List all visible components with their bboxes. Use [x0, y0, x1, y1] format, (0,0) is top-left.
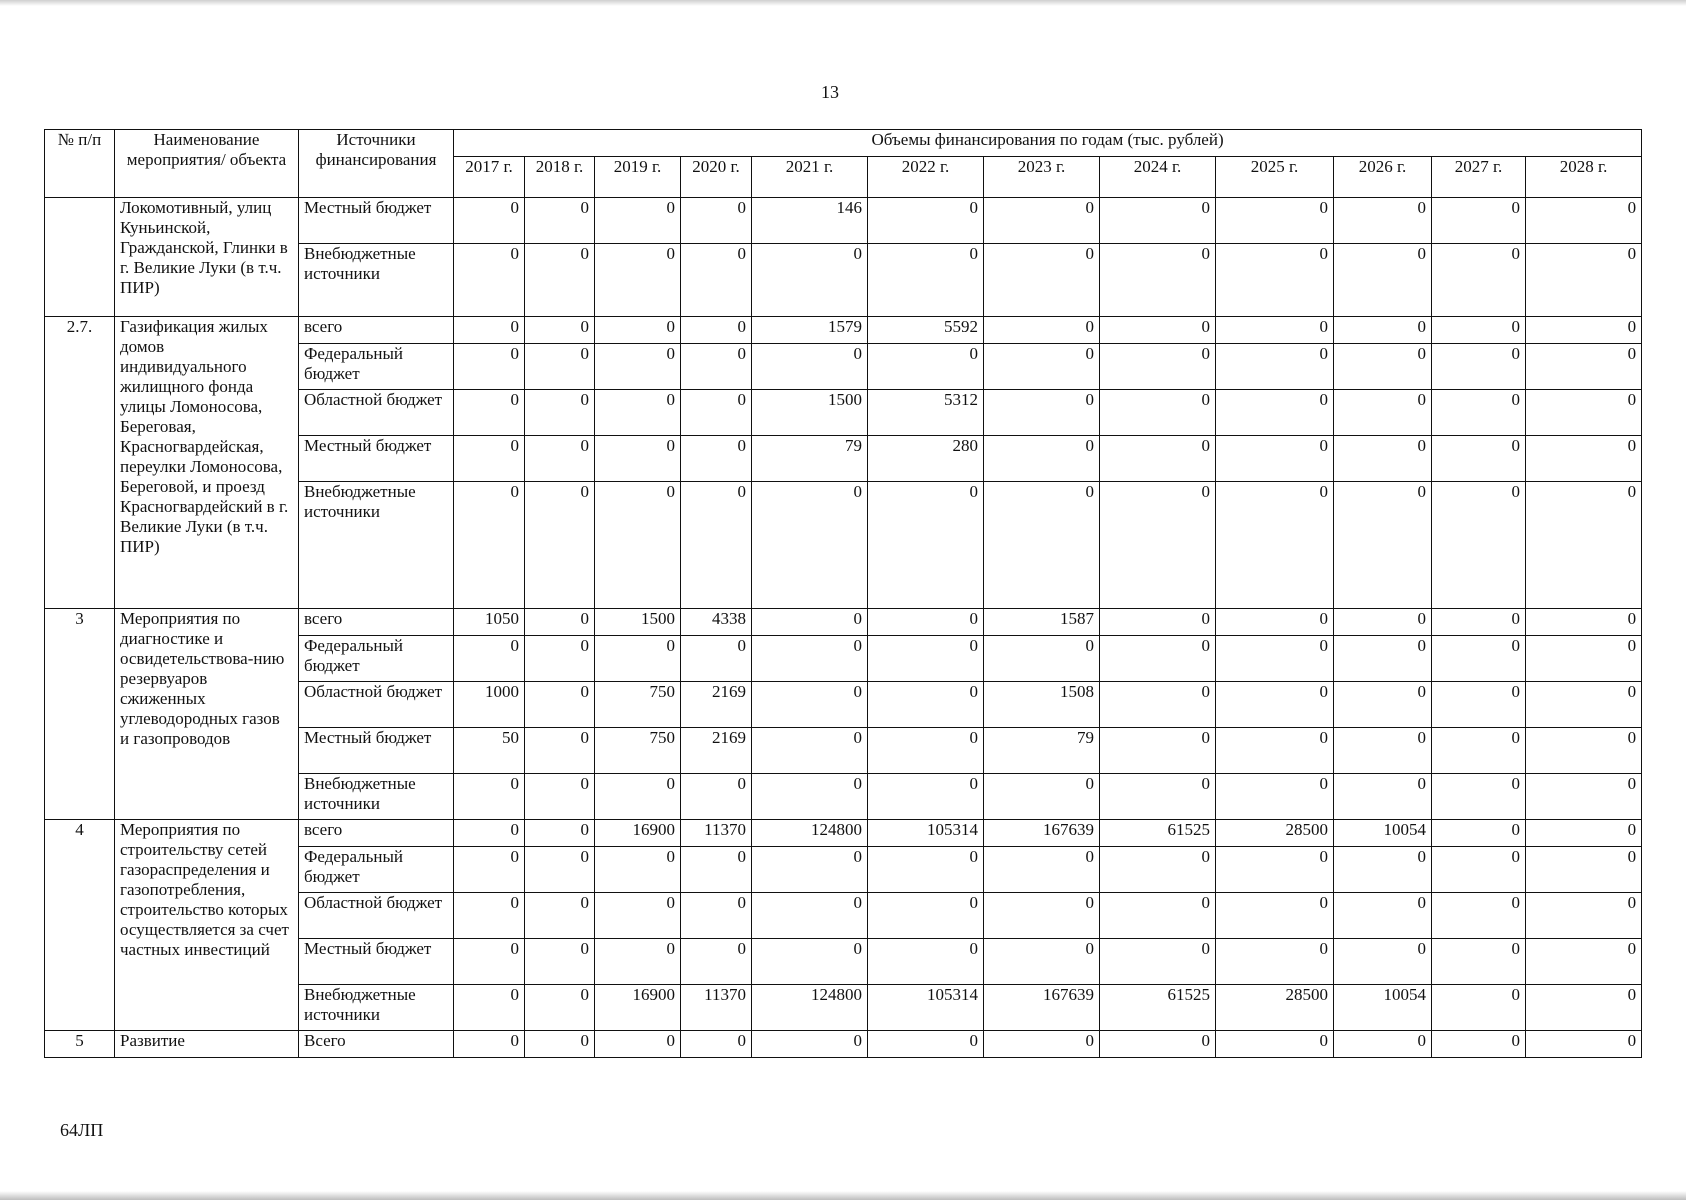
funding-value: 0 [595, 436, 681, 482]
funding-value: 0 [454, 636, 525, 682]
funding-table [44, 129, 1642, 1058]
funding-value: 0 [752, 774, 868, 820]
funding-source: Местный бюджет [299, 939, 454, 985]
funding-value: 0 [752, 893, 868, 939]
funding-value: 0 [454, 985, 525, 1031]
header-year: 2028 г. [1526, 157, 1642, 198]
funding-value: 0 [752, 244, 868, 317]
funding-value: 0 [454, 820, 525, 847]
funding-value: 0 [1526, 636, 1642, 682]
funding-value: 0 [1100, 939, 1216, 985]
funding-value: 0 [1100, 344, 1216, 390]
funding-value: 1500 [752, 390, 868, 436]
funding-value: 0 [1334, 728, 1432, 774]
header-year: 2022 г. [868, 157, 984, 198]
header-year: 2025 г. [1216, 157, 1334, 198]
funding-value: 0 [868, 609, 984, 636]
funding-source: Местный бюджет [299, 436, 454, 482]
funding-value: 0 [984, 390, 1100, 436]
funding-value: 124800 [752, 820, 868, 847]
funding-value: 0 [454, 198, 525, 244]
funding-value: 0 [681, 939, 752, 985]
funding-value: 0 [1334, 317, 1432, 344]
funding-value: 0 [984, 939, 1100, 985]
funding-value: 0 [595, 893, 681, 939]
funding-value: 0 [1432, 482, 1526, 609]
funding-value: 0 [1526, 774, 1642, 820]
table-header [45, 130, 1642, 198]
funding-value: 167639 [984, 985, 1100, 1031]
funding-value: 105314 [868, 985, 984, 1031]
funding-value: 0 [1100, 609, 1216, 636]
measure-name: Развитие [115, 1031, 299, 1058]
funding-value: 1579 [752, 317, 868, 344]
funding-value: 0 [868, 344, 984, 390]
funding-value: 0 [1526, 244, 1642, 317]
funding-value: 0 [1432, 820, 1526, 847]
funding-value: 0 [1334, 198, 1432, 244]
funding-value: 0 [1100, 893, 1216, 939]
page-number: 13 [821, 82, 839, 102]
funding-value: 146 [752, 198, 868, 244]
funding-value: 0 [1100, 774, 1216, 820]
header-no: № п/п [45, 130, 115, 198]
funding-value: 0 [1432, 985, 1526, 1031]
funding-value: 0 [1216, 317, 1334, 344]
funding-value: 0 [1216, 482, 1334, 609]
funding-value: 0 [1334, 482, 1432, 609]
funding-value: 1587 [984, 609, 1100, 636]
funding-value: 0 [752, 482, 868, 609]
funding-value: 0 [1432, 728, 1526, 774]
funding-value: 28500 [1216, 985, 1334, 1031]
funding-value: 0 [868, 847, 984, 893]
funding-value: 0 [1334, 636, 1432, 682]
header-year: 2026 г. [1334, 157, 1432, 198]
table-row [45, 317, 1642, 344]
funding-value: 0 [1334, 436, 1432, 482]
funding-value: 0 [525, 344, 595, 390]
measure-name: Газификация жилых домов индивидуального жилищного фонда улицы Ломоносова, Береговая, Красногвардейская, переулки Ломоносова, Береговой, и проезд Красногвардейский в г. Великие Луки (в т.ч. ПИР) [115, 317, 299, 609]
funding-value: 0 [1216, 244, 1334, 317]
funding-value: 50 [454, 728, 525, 774]
funding-value: 0 [454, 436, 525, 482]
funding-value: 124800 [752, 985, 868, 1031]
funding-source: Областной бюджет [299, 893, 454, 939]
funding-value: 16900 [595, 820, 681, 847]
funding-value: 2169 [681, 728, 752, 774]
funding-value: 0 [1334, 682, 1432, 728]
funding-value: 28500 [1216, 820, 1334, 847]
funding-value: 0 [1216, 774, 1334, 820]
funding-value: 11370 [681, 820, 752, 847]
funding-value: 0 [984, 893, 1100, 939]
header-name: Наименование мероприятия/ объекта [115, 130, 299, 198]
funding-value: 0 [1216, 344, 1334, 390]
funding-value: 0 [1526, 847, 1642, 893]
funding-value: 0 [1216, 390, 1334, 436]
funding-value: 10054 [1334, 820, 1432, 847]
funding-value: 0 [752, 682, 868, 728]
funding-value: 0 [1526, 820, 1642, 847]
funding-value: 0 [454, 893, 525, 939]
funding-value: 0 [681, 317, 752, 344]
funding-value: 1508 [984, 682, 1100, 728]
funding-value: 0 [868, 244, 984, 317]
funding-value: 0 [525, 244, 595, 317]
header-year: 2023 г. [984, 157, 1100, 198]
funding-value: 0 [525, 774, 595, 820]
funding-value: 280 [868, 436, 984, 482]
funding-value: 0 [868, 198, 984, 244]
funding-value: 0 [1432, 682, 1526, 728]
funding-value: 0 [525, 609, 595, 636]
funding-value: 0 [595, 939, 681, 985]
funding-value: 0 [525, 1031, 595, 1058]
funding-value: 0 [454, 1031, 525, 1058]
funding-value: 0 [1216, 636, 1334, 682]
funding-value: 0 [1526, 609, 1642, 636]
funding-value: 0 [1526, 682, 1642, 728]
funding-value: 0 [525, 317, 595, 344]
funding-value: 0 [868, 893, 984, 939]
funding-value: 0 [1100, 390, 1216, 436]
table-row [45, 820, 1642, 847]
funding-value: 0 [1432, 774, 1526, 820]
funding-value: 0 [1100, 847, 1216, 893]
funding-value: 0 [984, 344, 1100, 390]
header-year: 2018 г. [525, 157, 595, 198]
funding-value: 0 [1526, 198, 1642, 244]
funding-value: 5312 [868, 390, 984, 436]
funding-value: 0 [1100, 728, 1216, 774]
row-number: 3 [45, 609, 115, 820]
funding-value: 0 [1432, 436, 1526, 482]
funding-value: 0 [454, 244, 525, 317]
funding-value: 0 [525, 390, 595, 436]
funding-value: 0 [525, 939, 595, 985]
funding-source: Федеральный бюджет [299, 636, 454, 682]
funding-value: 0 [595, 482, 681, 609]
funding-value: 0 [525, 728, 595, 774]
funding-value: 0 [1216, 847, 1334, 893]
funding-value: 0 [595, 198, 681, 244]
funding-value: 0 [595, 847, 681, 893]
funding-value: 0 [525, 893, 595, 939]
header-year: 2021 г. [752, 157, 868, 198]
funding-value: 0 [984, 198, 1100, 244]
scan-edge-bottom [0, 1191, 1686, 1200]
table-row [45, 198, 1642, 244]
funding-value: 0 [525, 198, 595, 244]
funding-source: Федеральный бюджет [299, 847, 454, 893]
header-year: 2024 г. [1100, 157, 1216, 198]
funding-value: 79 [752, 436, 868, 482]
funding-value: 0 [454, 482, 525, 609]
funding-value: 0 [1432, 893, 1526, 939]
funding-value: 0 [1432, 609, 1526, 636]
table-row [45, 1031, 1642, 1058]
funding-value: 0 [681, 1031, 752, 1058]
funding-value: 0 [868, 1031, 984, 1058]
funding-value: 0 [595, 244, 681, 317]
funding-value: 0 [681, 482, 752, 609]
funding-value: 0 [681, 436, 752, 482]
funding-value: 0 [681, 244, 752, 317]
funding-value: 0 [595, 344, 681, 390]
funding-value: 5592 [868, 317, 984, 344]
funding-value: 0 [1432, 847, 1526, 893]
funding-source: всего [299, 609, 454, 636]
funding-value: 0 [1334, 244, 1432, 317]
funding-value: 61525 [1100, 985, 1216, 1031]
funding-value: 0 [1526, 893, 1642, 939]
funding-value: 0 [1334, 609, 1432, 636]
funding-value: 0 [984, 436, 1100, 482]
funding-value: 0 [868, 728, 984, 774]
funding-value: 0 [525, 436, 595, 482]
funding-value: 0 [1216, 728, 1334, 774]
funding-value: 0 [984, 774, 1100, 820]
funding-value: 0 [595, 390, 681, 436]
funding-value: 167639 [984, 820, 1100, 847]
funding-value: 0 [1334, 390, 1432, 436]
measure-name: Мероприятия по строительству сетей газораспределения и газопотребления, строительство которых осуществляется за счет частных инвестиций [115, 820, 299, 1031]
funding-value: 0 [1432, 198, 1526, 244]
row-number: 5 [45, 1031, 115, 1058]
funding-value: 4338 [681, 609, 752, 636]
funding-value: 0 [868, 482, 984, 609]
funding-value: 0 [595, 774, 681, 820]
funding-value: 0 [984, 482, 1100, 609]
funding-value: 0 [681, 390, 752, 436]
funding-value: 0 [1216, 939, 1334, 985]
funding-value: 0 [681, 847, 752, 893]
header-year: 2027 г. [1432, 157, 1526, 198]
funding-source: Местный бюджет [299, 728, 454, 774]
funding-value: 0 [1100, 1031, 1216, 1058]
funding-value: 1000 [454, 682, 525, 728]
funding-value: 0 [1100, 682, 1216, 728]
funding-value: 1500 [595, 609, 681, 636]
funding-source: всего [299, 317, 454, 344]
funding-value: 0 [525, 682, 595, 728]
funding-value: 0 [868, 774, 984, 820]
funding-value: 0 [752, 939, 868, 985]
funding-value: 0 [1334, 774, 1432, 820]
funding-source: Областной бюджет [299, 390, 454, 436]
funding-value: 0 [1432, 1031, 1526, 1058]
funding-value: 0 [454, 939, 525, 985]
funding-value: 0 [454, 344, 525, 390]
funding-value: 0 [525, 482, 595, 609]
funding-value: 0 [1216, 436, 1334, 482]
funding-value: 0 [681, 893, 752, 939]
funding-value: 0 [868, 939, 984, 985]
funding-value: 0 [1334, 847, 1432, 893]
funding-value: 61525 [1100, 820, 1216, 847]
funding-source: Внебюджетные источники [299, 985, 454, 1031]
funding-value: 0 [1526, 344, 1642, 390]
funding-value: 0 [1334, 344, 1432, 390]
funding-value: 0 [454, 317, 525, 344]
funding-value: 0 [1526, 985, 1642, 1031]
funding-value: 0 [984, 636, 1100, 682]
funding-source: Областной бюджет [299, 682, 454, 728]
funding-value: 0 [1100, 244, 1216, 317]
funding-value: 0 [752, 636, 868, 682]
funding-value: 0 [752, 344, 868, 390]
funding-value: 0 [984, 244, 1100, 317]
funding-value: 0 [1100, 436, 1216, 482]
table-row [45, 609, 1642, 636]
funding-value: 0 [525, 820, 595, 847]
row-number [45, 198, 115, 317]
funding-value: 0 [595, 317, 681, 344]
funding-value: 0 [1432, 939, 1526, 985]
funding-value: 0 [525, 847, 595, 893]
funding-value: 0 [595, 636, 681, 682]
funding-value: 0 [1526, 939, 1642, 985]
funding-value: 0 [984, 1031, 1100, 1058]
funding-value: 0 [1216, 682, 1334, 728]
funding-value: 2169 [681, 682, 752, 728]
funding-value: 0 [681, 198, 752, 244]
funding-value: 0 [1100, 482, 1216, 609]
funding-value: 0 [1526, 728, 1642, 774]
funding-value: 0 [1334, 893, 1432, 939]
header-source: Источники финансирования [299, 130, 454, 198]
funding-value: 0 [984, 317, 1100, 344]
funding-value: 10054 [1334, 985, 1432, 1031]
funding-value: 0 [1526, 1031, 1642, 1058]
funding-value: 750 [595, 728, 681, 774]
funding-value: 0 [525, 636, 595, 682]
funding-value: 0 [868, 682, 984, 728]
funding-value: 0 [1526, 317, 1642, 344]
measure-name: Мероприятия по диагностике и освидетельствова-нию резервуаров сжиженных углеводородных газов и газопроводов [115, 609, 299, 820]
funding-value: 0 [1216, 609, 1334, 636]
funding-value: 0 [681, 636, 752, 682]
row-number: 4 [45, 820, 115, 1031]
funding-value: 0 [454, 847, 525, 893]
funding-value: 0 [984, 847, 1100, 893]
funding-value: 0 [1526, 482, 1642, 609]
funding-source: Местный бюджет [299, 198, 454, 244]
row-number: 2.7. [45, 317, 115, 609]
funding-value: 0 [868, 636, 984, 682]
funding-source: Внебюджетные источники [299, 774, 454, 820]
funding-value: 0 [1100, 317, 1216, 344]
funding-value: 79 [984, 728, 1100, 774]
header-year: 2020 г. [681, 157, 752, 198]
funding-source: всего [299, 820, 454, 847]
funding-value: 0 [1216, 198, 1334, 244]
funding-value: 0 [1526, 390, 1642, 436]
funding-value: 0 [752, 1031, 868, 1058]
funding-value: 0 [752, 728, 868, 774]
funding-value: 16900 [595, 985, 681, 1031]
table-body [45, 198, 1642, 1058]
funding-source: Внебюджетные источники [299, 244, 454, 317]
funding-source: Внебюджетные источники [299, 482, 454, 609]
header-year: 2019 г. [595, 157, 681, 198]
funding-value: 0 [525, 985, 595, 1031]
funding-value: 0 [1216, 893, 1334, 939]
funding-value: 0 [1334, 939, 1432, 985]
header-year: 2017 г. [454, 157, 525, 198]
funding-value: 0 [752, 847, 868, 893]
funding-value: 0 [681, 774, 752, 820]
funding-value: 0 [454, 390, 525, 436]
funding-value: 0 [1100, 198, 1216, 244]
funding-value: 0 [1334, 1031, 1432, 1058]
funding-value: 0 [1526, 436, 1642, 482]
funding-value: 0 [1100, 636, 1216, 682]
funding-value: 0 [752, 609, 868, 636]
funding-value: 0 [681, 344, 752, 390]
funding-value: 750 [595, 682, 681, 728]
document-code: 64ЛП [60, 1120, 104, 1140]
funding-value: 105314 [868, 820, 984, 847]
scan-edge-top [0, 0, 1686, 6]
funding-value: 0 [1432, 390, 1526, 436]
funding-value: 1050 [454, 609, 525, 636]
funding-value: 11370 [681, 985, 752, 1031]
funding-value: 0 [1432, 636, 1526, 682]
funding-source: Федеральный бюджет [299, 344, 454, 390]
funding-value: 0 [454, 774, 525, 820]
funding-value: 0 [1432, 317, 1526, 344]
funding-source: Всего [299, 1031, 454, 1058]
funding-value: 0 [1216, 1031, 1334, 1058]
funding-value: 0 [595, 1031, 681, 1058]
funding-value: 0 [1432, 244, 1526, 317]
measure-name: Локомотивный, улиц Куньинской, Гражданской, Глинки в г. Великие Луки (в т.ч. ПИР) [115, 198, 299, 317]
funding-value: 0 [1432, 344, 1526, 390]
header-funding: Объемы финансирования по годам (тыс. рублей) [454, 130, 1642, 157]
